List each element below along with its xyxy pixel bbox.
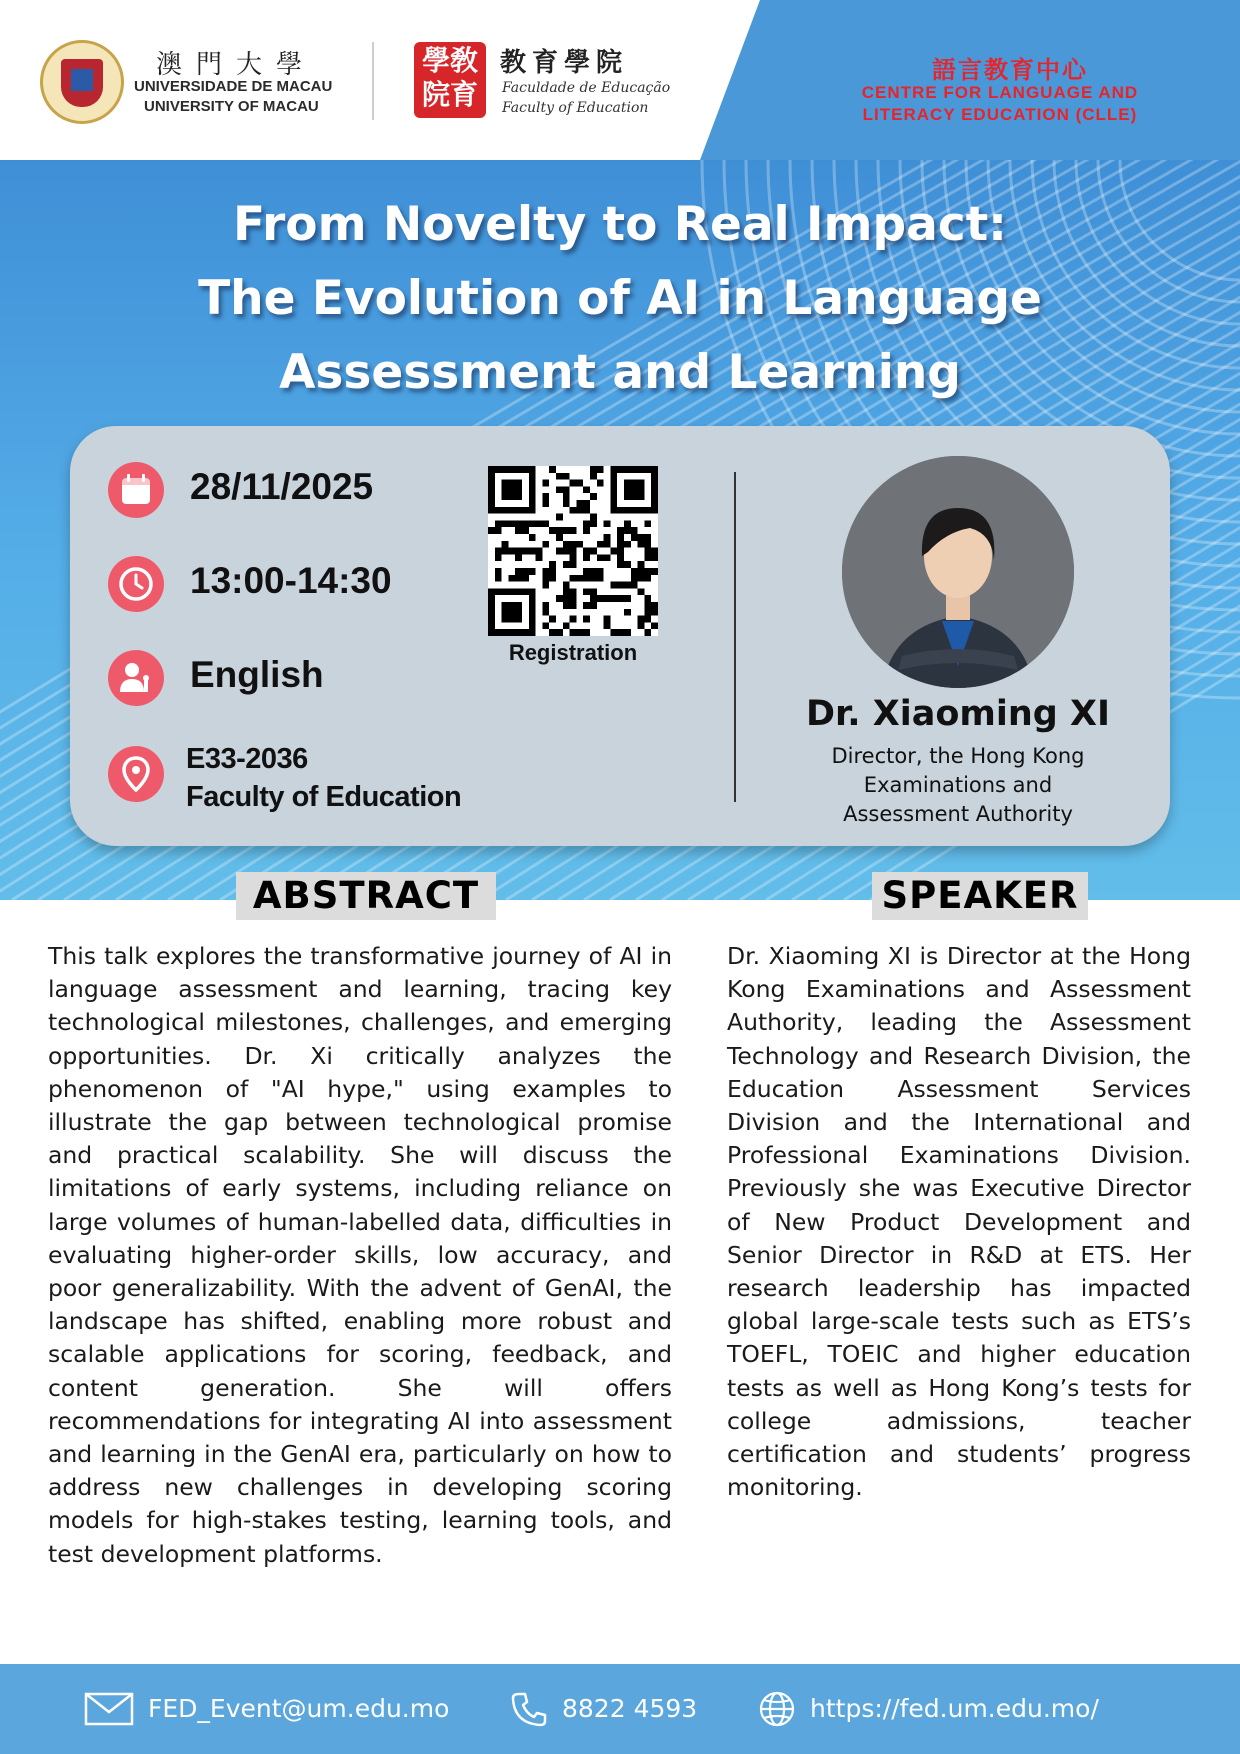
event-time: 13:00-14:30 [190,560,392,601]
centre-name-line1: CENTRE FOR LANGUAGE AND [861,83,1139,102]
um-name-chinese: 澳門大學 [156,50,317,80]
globe-icon [758,1690,796,1732]
um-name-portuguese: UNIVERSIDADE DE MACAU [134,78,333,95]
centre-name-english [800,82,1200,126]
calendar-icon [108,462,164,518]
fed-name-english: Faculty of Education [502,100,649,116]
speaker-role-line3: Assessment Authority [843,802,1073,826]
centre-name-line2: LITERACY EDUCATION (CLLE) [862,105,1138,124]
faculty-of-education-seal: 學敎 院育 [414,42,486,118]
card-divider [734,472,736,802]
phone-icon [510,1690,548,1732]
registration-qr-code[interactable] [488,466,658,636]
um-name-english: UNIVERSITY OF MACAU [144,98,319,115]
event-title-line1: From Novelty to Real Impact: [233,197,1007,252]
speaker-photo [842,456,1074,688]
header-divider [372,42,374,120]
abstract-heading: ABSTRACT [236,872,496,920]
event-language: English [190,654,324,695]
venue-room: E33-2036 [186,743,308,775]
event-date: 28/11/2025 [190,466,374,507]
event-venue [186,740,461,816]
event-title-line2: The Evolution of AI in Language [198,271,1042,326]
venue-faculty: Faculty of Education [186,781,462,813]
speaker-heading: SPEAKER [872,872,1088,920]
speaker-role-line1: Director, the Hong Kong [831,744,1085,768]
event-title [100,188,1140,410]
location-icon [108,746,164,802]
abstract-text: This talk explores the transformative journey of AI in language assessment and learning, tracing key technological milestones, challenges, and emerging opportunities. Dr. Xi critically analyzes the phenomenon of "AI hype," using examples to illustrate the gap between technological promise and practical scalability. She will discuss the limitations of early systems, including reliance on large volumes of human-labelled data, difficulties in evaluating higher-order skills, low accuracy, and poor generalizability. With the advent of GenAI, the landscape has shifted, enabling more robust and scalable applications for scoring, feedback, and content generation. She will offers recommendations for integrating AI into assessment and learning in the GenAI era, particularly on how to address new challenges in developing scoring models for high-stakes testing, learning tools, and test development platforms. [48,942,672,1568]
footer-phone[interactable]: 8822 4593 [562,1694,698,1723]
university-of-macau-logo [40,40,124,124]
speaker-icon [108,650,164,706]
footer-email[interactable]: FED_Event@um.edu.mo [148,1694,450,1723]
speaker-name: Dr. Xiaoming XI [805,694,1111,734]
centre-name-chinese: 語言教育中心 [932,56,1088,84]
clock-icon [108,556,164,612]
speaker-bio: Dr. Xiaoming XI is Director at the Hong Kong Examinations and Assessment Authority, leading the Assessment Technology and Research Division, the Education Assessment Services Division and the International and Professional Examinations Division. Previously she was Executive Director of New Product Development and Senior Director in R&D at ETS. Her research leadership has impacted global large-scale tests such as ETS’s TOEFL, TOEIC and higher education tests as well as Hong Kong’s tests for college admissions, teacher certification and students’ progress monitoring. [727,942,1191,1502]
footer-website[interactable]: https://fed.um.edu.mo/ [810,1694,1099,1723]
fed-name-portuguese: Faculdade de Educação [502,80,671,96]
fed-name-chinese: 教育學院 [500,48,629,78]
email-icon [84,1692,134,1730]
event-title-line3: Assessment and Learning [279,345,961,400]
speaker-role [790,742,1126,829]
speaker-role-line2: Examinations and [863,773,1053,797]
registration-label: Registration [508,640,638,665]
